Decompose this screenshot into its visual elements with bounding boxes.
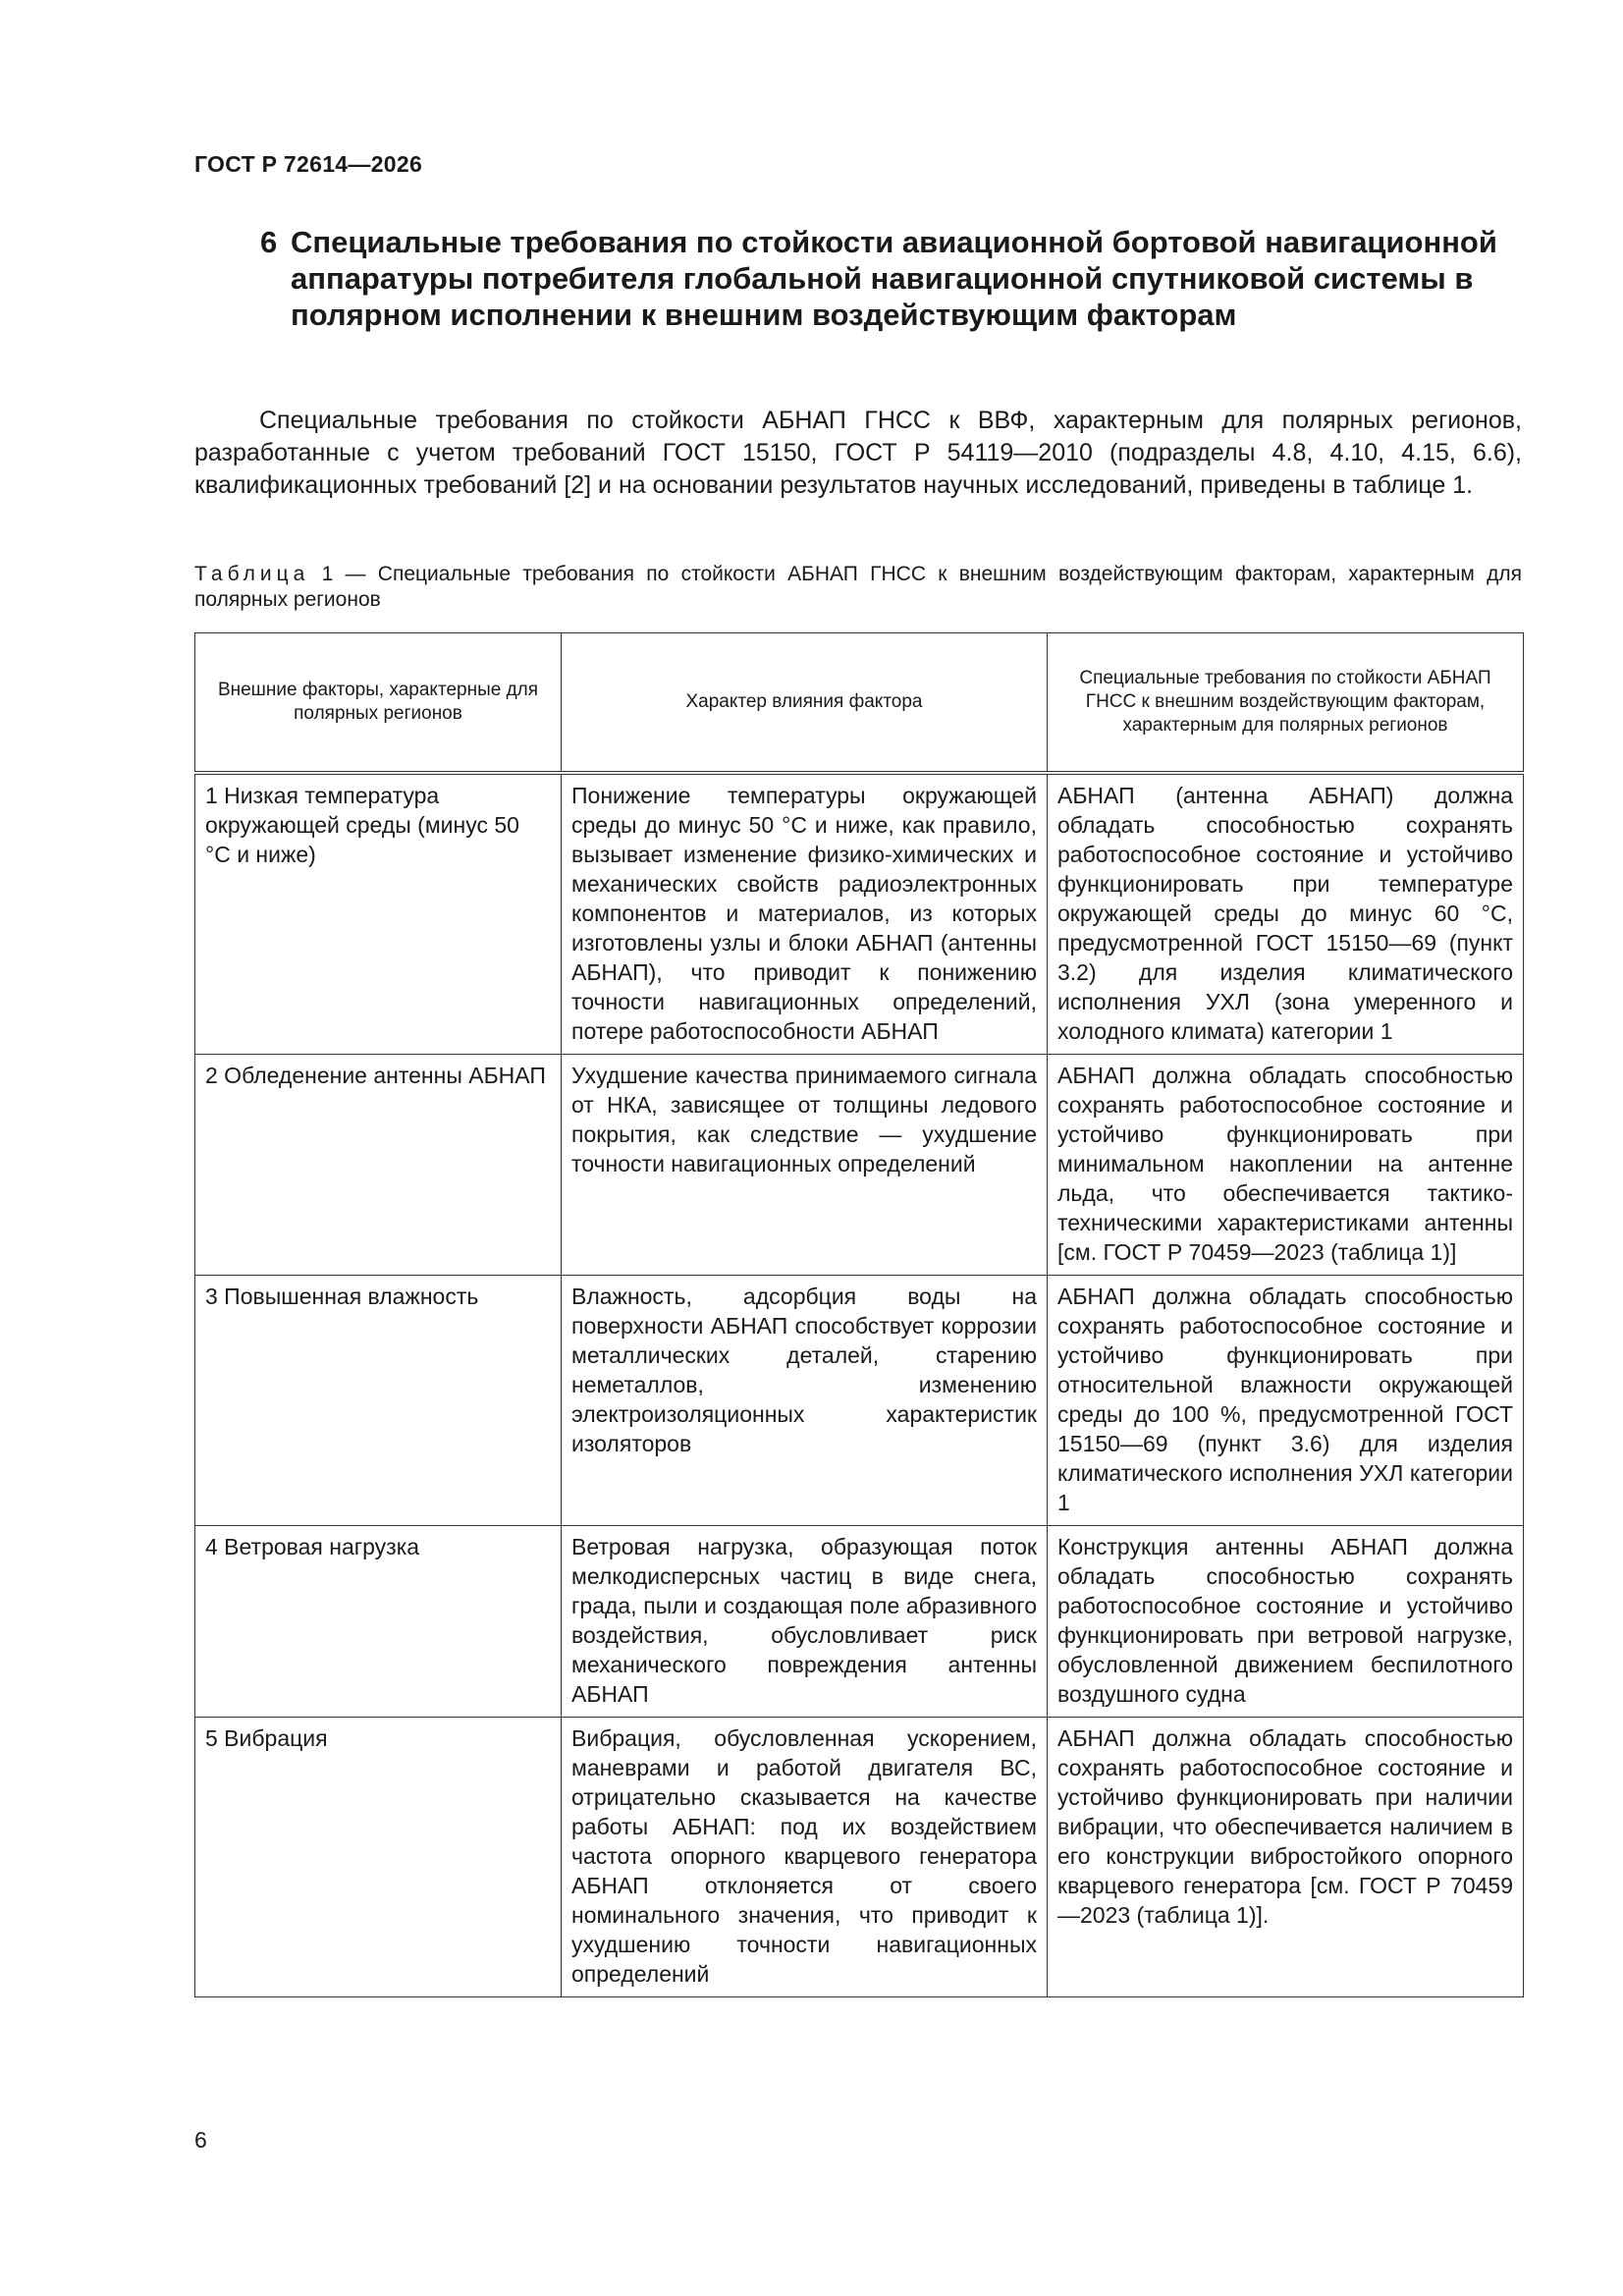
table-caption-label: Таблица [194,563,310,585]
requirements-table [194,632,1524,1997]
cell-effect: Понижение температуры окружающей среды до минус 50 °С и ниже, как правило, вызывает изменение физико-химических и механических свойств радиоэлектронных компонентов и материалов, из которых изготовлены узлы и блоки АБНАП (антенны АБНАП), что приводит к понижению точности навигационных определений, потере работоспособности АБНАП [562,773,1048,1055]
cell-factor: 3 Повышенная влажность [195,1276,562,1526]
table-row [195,773,1524,1055]
cell-factor: 2 Обледенение антенны АБНАП [195,1055,562,1276]
header-effect: Характер влияния фактора [562,633,1048,774]
cell-factor: 1 Низкая температура окружающей среды (минус 50 °С и ниже) [195,773,562,1055]
section-title: Специальные требования по стойкости авиационной бортовой навигационной аппаратуры потребителя глобальной навигационной спутниковой системы в полярном исполнении к внешним воздействующим факторам [291,225,1497,332]
intro-paragraph: Специальные требования по стойкости АБНАП ГНСС к ВВФ, характерным для полярных регионов, разработанные с учетом требований ГОСТ 15150, ГОСТ Р 54119—2010 (подразделы 4.8, 4.10, 4.15, 6.6), квалификационных требований [2] и на основании результатов научных исследований, приведены в таблице 1. [194,407,1522,499]
cell-effect: Влажность, адсорбция воды на поверхности АБНАП способствует коррозии металлических деталей, старению неметаллов, изменению электроизоляционных характеристик изоляторов [562,1276,1048,1526]
header-requirement: Специальные требования по стойкости АБНАП ГНСС к внешним воздействующим факторам, характерным для полярных регионов [1048,633,1524,774]
cell-factor: 5 Вибрация [195,1718,562,1997]
section-heading [261,224,1538,333]
header-factor: Внешние факторы, характерные для полярных регионов [195,633,562,774]
table-header-row [195,633,1524,774]
cell-effect: Ухудшение качества принимаемого сигнала от НКА, зависящее от толщины ледового покрытия, как следствие — ухудшение точности навигационных определений [562,1055,1048,1276]
table-row [195,1526,1524,1718]
cell-requirement: АБНАП должна обладать способностью сохранять работоспособное состояние и устойчиво функционировать при минимальном накоплении на антенне льда, что обеспечивается тактико-техническими характеристиками антенны [см. ГОСТ Р 70459—2023 (таблица 1)] [1048,1055,1524,1276]
cell-effect: Вибрация, обусловленная ускорением, маневрами и работой двигателя ВС, отрицательно сказывается на качестве работы АБНАП: под их воздействием частота опорного кварцевого генератора АБНАП отклоняется от своего номинального значения, что приводит к ухудшению точности навигационных определений [562,1718,1048,1997]
table-row [195,1055,1524,1276]
cell-requirement: Конструкция антенны АБНАП должна обладать способностью сохранять работоспособное состояние и устойчиво функционировать при ветровой нагрузке, обусловленной движением беспилотного воздушного судна [1048,1526,1524,1718]
cell-requirement: АБНАП должна обладать способностью сохранять работоспособное состояние и устойчиво функционировать при наличии вибрации, что обеспечивается наличием в его конструкции вибростойкого опорного кварцевого генератора [см. ГОСТ Р 70459—2023 (таблица 1)]. [1048,1718,1524,1997]
page-number: 6 [194,2127,207,2153]
document-code: ГОСТ Р 72614—2026 [194,151,423,177]
cell-requirement: АБНАП должна обладать способностью сохранять работоспособное состояние и устойчиво функционировать при относительной влажности окружающей среды до 100 %, предусмотренной ГОСТ 15150—69 (пункт 3.6) для изделия климатического исполнения УХЛ категории 1 [1048,1276,1524,1526]
table-caption [194,562,1522,613]
table-row [195,1718,1524,1997]
cell-factor: 4 Ветровая нагрузка [195,1526,562,1718]
table-caption-text: 1 — Специальные требования по стойкости АБНАП ГНСС к внешним воздействующим факторам, характерным для полярных регионов [194,563,1523,611]
cell-effect: Ветровая нагрузка, образующая поток мелкодисперсных частиц в виде снега, града, пыли и создающая поле абразивного воздействия, обусловливает риск механического повреждения антенны АБНАП [562,1526,1048,1718]
section-number: 6 [260,225,278,259]
table-row [195,1276,1524,1526]
cell-requirement: АБНАП (антенна АБНАП) должна обладать способностью сохранять работоспособное состояние и устойчиво функционировать при температуре окружающей среды до минус 60 °С, предусмотренной ГОСТ 15150—69 (пункт 3.2) для изделия климатического исполнения УХЛ (зона умеренного и холодного климата) категории 1 [1048,773,1524,1055]
